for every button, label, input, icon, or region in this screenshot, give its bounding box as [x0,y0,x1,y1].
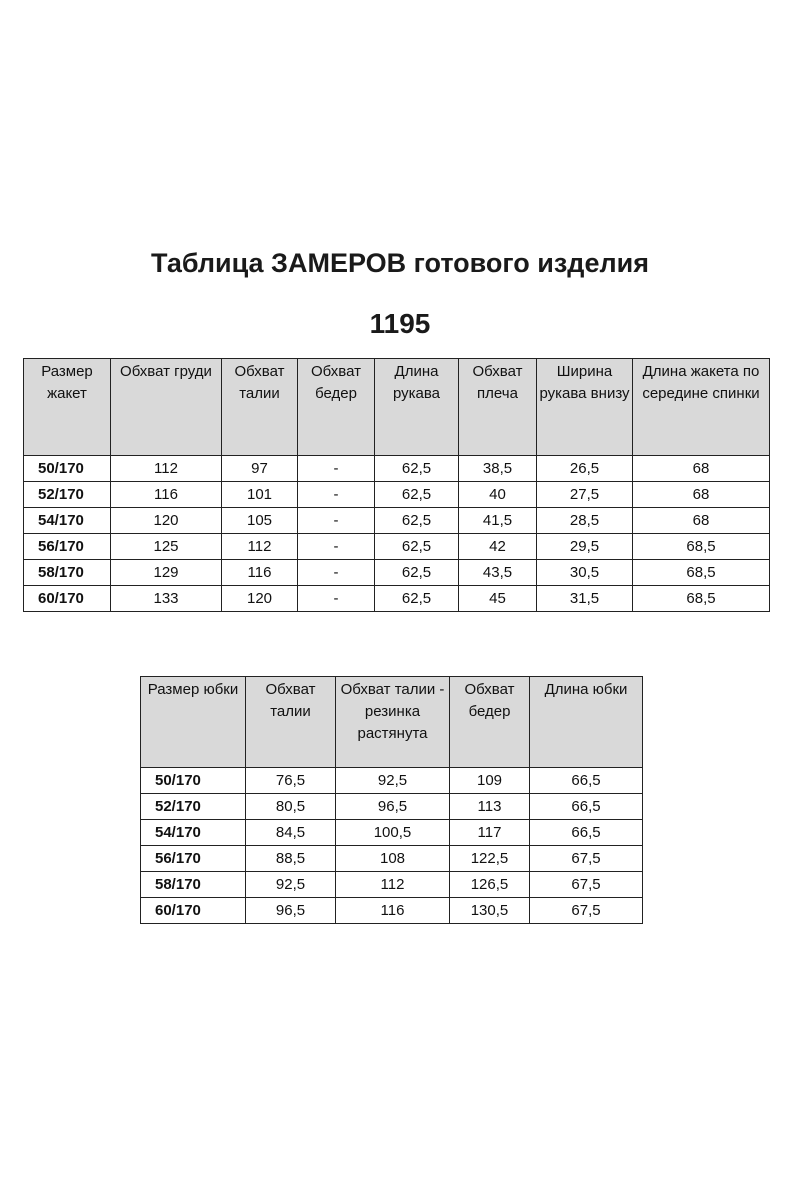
table-cell: 96,5 [246,898,336,924]
size-cell: 54/170 [24,508,111,534]
table-cell: 31,5 [537,586,633,612]
table-cell: 68 [633,508,770,534]
table-cell: 42 [459,534,537,560]
table-cell: - [298,560,375,586]
skirt-table-body [141,768,643,924]
model-number: 1195 [369,308,431,339]
table-cell: 88,5 [246,846,336,872]
page-title: Таблица ЗАМЕРОВ готового изделия [151,248,649,278]
table-cell: 67,5 [530,898,643,924]
table-cell: 112 [111,456,222,482]
table-cell: 126,5 [450,872,530,898]
table-row [141,768,643,794]
table-cell: 68,5 [633,586,770,612]
table-cell: 112 [336,872,450,898]
table-cell: 62,5 [375,560,459,586]
table-row [24,560,770,586]
size-cell: 54/170 [141,820,246,846]
header-cell: Обхват талии [222,359,298,456]
table-cell: 40 [459,482,537,508]
table-cell: 133 [111,586,222,612]
table-cell: 67,5 [530,846,643,872]
table-cell: 66,5 [530,820,643,846]
table-cell: 113 [450,794,530,820]
header-cell: Размер юбки [141,677,246,768]
size-cell: 56/170 [141,846,246,872]
table-cell: 68 [633,456,770,482]
table-cell: 112 [222,534,298,560]
table-cell: 68 [633,482,770,508]
table-cell: 109 [450,768,530,794]
table-cell: 29,5 [537,534,633,560]
header-cell: Длина юбки [530,677,643,768]
table-cell: 129 [111,560,222,586]
table-row [141,872,643,898]
header-cell: Обхват груди [111,359,222,456]
table-cell: 26,5 [537,456,633,482]
size-cell: 60/170 [24,586,111,612]
table-cell: 125 [111,534,222,560]
table-cell: 92,5 [336,768,450,794]
header-cell: Обхват бедер [298,359,375,456]
size-cell: 60/170 [141,898,246,924]
table-row [141,898,643,924]
table-cell: 101 [222,482,298,508]
table-cell: 68,5 [633,534,770,560]
header-cell: Обхват талии - резинка растянута [336,677,450,768]
table-cell: 43,5 [459,560,537,586]
table-row [141,820,643,846]
size-cell: 52/170 [141,794,246,820]
table-cell: 38,5 [459,456,537,482]
table-cell: 62,5 [375,456,459,482]
table-cell: 84,5 [246,820,336,846]
table-cell: 80,5 [246,794,336,820]
table-cell: 97 [222,456,298,482]
table-cell: 116 [111,482,222,508]
table-row [24,456,770,482]
table-header-row [141,677,643,768]
header-cell: Ширина рукава внизу [537,359,633,456]
jacket-measurements-table [23,358,770,612]
table-cell: 62,5 [375,482,459,508]
table-cell: 100,5 [336,820,450,846]
header-cell: Обхват бедер [450,677,530,768]
table-cell: 45 [459,586,537,612]
table-cell: 62,5 [375,534,459,560]
table-cell: 122,5 [450,846,530,872]
header-cell: Обхват талии [246,677,336,768]
size-cell: 52/170 [24,482,111,508]
size-cell: 50/170 [24,456,111,482]
skirt-measurements-table [140,676,643,924]
table-cell: 68,5 [633,560,770,586]
table-cell: 120 [111,508,222,534]
table-cell: 130,5 [450,898,530,924]
table-row [24,482,770,508]
header-cell: Длина рукава [375,359,459,456]
table-cell: - [298,482,375,508]
table-cell: 66,5 [530,794,643,820]
size-cell: 58/170 [24,560,111,586]
table-cell: 62,5 [375,586,459,612]
header-cell: Размер жакет [24,359,111,456]
table-cell: 62,5 [375,508,459,534]
table-header-row [24,359,770,456]
size-cell: 58/170 [141,872,246,898]
table-cell: - [298,534,375,560]
jacket-table-body [24,456,770,612]
table-cell: 108 [336,846,450,872]
table-cell: 66,5 [530,768,643,794]
table-row [24,534,770,560]
header-cell: Длина жакета по середине спинки [633,359,770,456]
table-cell: 116 [222,560,298,586]
table-cell: 116 [336,898,450,924]
table-cell: 41,5 [459,508,537,534]
table-cell: 96,5 [336,794,450,820]
size-cell: 56/170 [24,534,111,560]
table-cell: 28,5 [537,508,633,534]
table-cell: - [298,586,375,612]
table-row [24,508,770,534]
table-row [141,846,643,872]
table-cell: - [298,456,375,482]
table-cell: 120 [222,586,298,612]
table-cell: 30,5 [537,560,633,586]
table-cell: 76,5 [246,768,336,794]
table-cell: - [298,508,375,534]
table-cell: 67,5 [530,872,643,898]
table-cell: 92,5 [246,872,336,898]
table-cell: 117 [450,820,530,846]
size-cell: 50/170 [141,768,246,794]
table-row [24,586,770,612]
header-cell: Обхват плеча [459,359,537,456]
table-cell: 27,5 [537,482,633,508]
table-row [141,794,643,820]
table-cell: 105 [222,508,298,534]
